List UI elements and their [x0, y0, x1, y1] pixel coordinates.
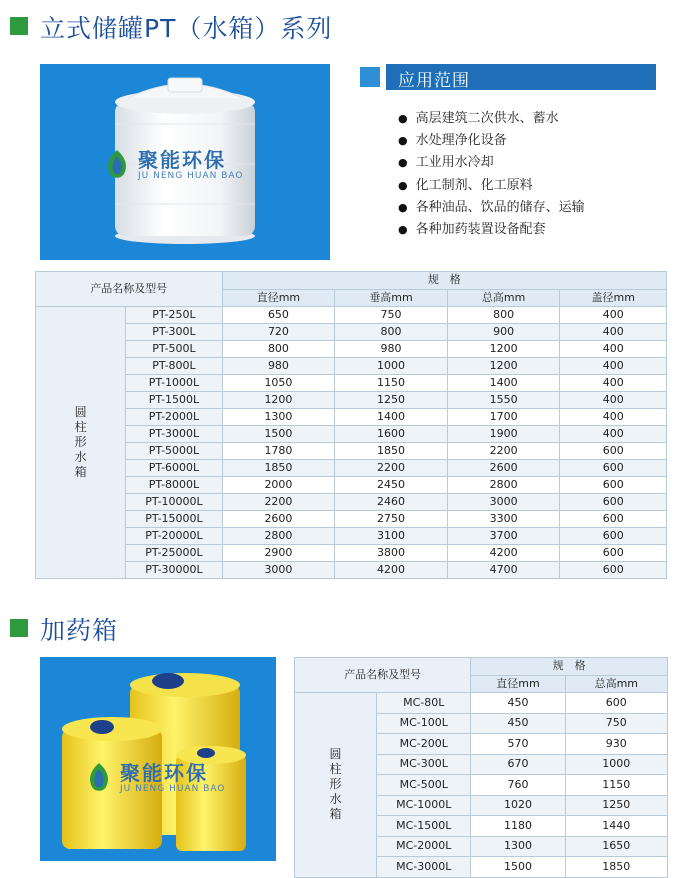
applications-title: 应用范围 [398, 71, 470, 91]
model-cell: PT-500L [126, 341, 222, 358]
value-cell: 1180 [471, 816, 565, 837]
value-cell: 600 [560, 477, 667, 494]
table-row [36, 392, 667, 409]
applications-header [360, 64, 656, 90]
value-cell: 400 [560, 324, 667, 341]
brand-name-en: JU NENG HUAN BAO [120, 783, 226, 794]
value-cell: 1020 [471, 795, 565, 816]
table-row [36, 562, 667, 579]
value-cell: 400 [560, 358, 667, 375]
value-cell: 600 [560, 460, 667, 477]
list-item: ● 化工制剂、化工原料 [398, 175, 585, 197]
value-cell: 2200 [222, 494, 335, 511]
col-header-height: 垂高mm [335, 289, 448, 307]
category-cell [36, 307, 126, 579]
list-item: ● 工业用水冷却 [398, 152, 585, 174]
header-accent-block [360, 67, 380, 87]
value-cell: 3000 [447, 494, 560, 511]
model-cell: PT-5000L [126, 443, 222, 460]
brand-logo [100, 148, 243, 182]
model-cell: PT-20000L [126, 528, 222, 545]
value-cell: 930 [565, 734, 667, 755]
brand-name-en: JU NENG HUAN BAO [138, 170, 244, 181]
value-cell: 400 [560, 375, 667, 392]
model-cell: MC-1500L [377, 816, 471, 837]
model-cell: PT-300L [126, 324, 222, 341]
list-item: ● 高层建筑二次供水、蓄水 [398, 108, 585, 130]
product-photo-mc-tank [40, 657, 276, 861]
table-row [36, 460, 667, 477]
mc-spec-table [294, 657, 668, 878]
value-cell: 760 [471, 775, 565, 796]
value-cell: 800 [222, 341, 335, 358]
yellow-tanks-image [40, 657, 276, 861]
table-row [36, 545, 667, 562]
value-cell: 800 [447, 307, 560, 324]
value-cell: 400 [560, 426, 667, 443]
model-cell: PT-3000L [126, 426, 222, 443]
brand-name-cn: 聚能环保 [138, 147, 226, 172]
value-cell: 450 [471, 713, 565, 734]
col-header-spec: 规 格 [222, 272, 666, 290]
table-row [295, 693, 668, 714]
table-row [36, 443, 667, 460]
col-header-product: 产品名称及型号 [295, 658, 471, 693]
value-cell: 400 [560, 307, 667, 324]
value-cell: 3100 [335, 528, 448, 545]
model-cell: MC-100L [377, 713, 471, 734]
applications-list [398, 108, 585, 241]
value-cell: 670 [471, 754, 565, 775]
value-cell: 3700 [447, 528, 560, 545]
value-cell: 1600 [335, 426, 448, 443]
value-cell: 400 [560, 409, 667, 426]
model-cell: MC-500L [377, 775, 471, 796]
value-cell: 400 [560, 392, 667, 409]
model-cell: MC-1000L [377, 795, 471, 816]
value-cell: 2800 [222, 528, 335, 545]
value-cell: 400 [560, 341, 667, 358]
col-header-diameter: 直径mm [471, 675, 565, 693]
model-cell: MC-2000L [377, 836, 471, 857]
value-cell: 2900 [222, 545, 335, 562]
value-cell: 1400 [447, 375, 560, 392]
value-cell: 2200 [447, 443, 560, 460]
value-cell: 2750 [335, 511, 448, 528]
col-header-lid-diameter: 盖径mm [560, 289, 667, 307]
value-cell: 1650 [565, 836, 667, 857]
value-cell: 1250 [565, 795, 667, 816]
value-cell: 3300 [447, 511, 560, 528]
product-photo-pt-tank [40, 64, 330, 260]
value-cell: 1850 [335, 443, 448, 460]
value-cell: 1200 [447, 341, 560, 358]
pt-spec-table [35, 271, 667, 579]
model-cell: PT-30000L [126, 562, 222, 579]
value-cell: 1200 [447, 358, 560, 375]
value-cell: 1440 [565, 816, 667, 837]
value-cell: 600 [560, 511, 667, 528]
model-cell: PT-25000L [126, 545, 222, 562]
table-row [36, 528, 667, 545]
value-cell: 1000 [335, 358, 448, 375]
list-item: ● 各种油品、饮品的储存、运输 [398, 197, 585, 219]
value-cell: 600 [560, 494, 667, 511]
value-cell: 4200 [335, 562, 448, 579]
value-cell: 600 [560, 545, 667, 562]
value-cell: 3800 [335, 545, 448, 562]
model-cell: MC-3000L [377, 857, 471, 878]
value-cell: 2200 [335, 460, 448, 477]
model-cell: PT-800L [126, 358, 222, 375]
value-cell: 2600 [222, 511, 335, 528]
table-row [36, 324, 667, 341]
value-cell: 1150 [335, 375, 448, 392]
table-row [36, 511, 667, 528]
value-cell: 2450 [335, 477, 448, 494]
section-marker-icon [10, 619, 28, 637]
model-cell: PT-2000L [126, 409, 222, 426]
category-label: 圆柱形水箱 [329, 747, 342, 822]
brand-logo-icon [82, 761, 116, 795]
value-cell: 2800 [447, 477, 560, 494]
brand-logo [82, 761, 225, 795]
value-cell: 1300 [222, 409, 335, 426]
col-header-diameter: 直径mm [222, 289, 335, 307]
model-cell: MC-200L [377, 734, 471, 755]
model-cell: PT-250L [126, 307, 222, 324]
value-cell: 720 [222, 324, 335, 341]
value-cell: 750 [565, 713, 667, 734]
model-cell: PT-10000L [126, 494, 222, 511]
table-row [36, 409, 667, 426]
model-cell: PT-1000L [126, 375, 222, 392]
col-header-total-height: 总高mm [447, 289, 560, 307]
list-item: ● 水处理净化设备 [398, 130, 585, 152]
value-cell: 1780 [222, 443, 335, 460]
value-cell: 2460 [335, 494, 448, 511]
table-row [36, 341, 667, 358]
brand-name-cn: 聚能环保 [120, 760, 208, 785]
value-cell: 2000 [222, 477, 335, 494]
model-cell: PT-6000L [126, 460, 222, 477]
category-label: 圆柱形水箱 [74, 405, 87, 479]
value-cell: 600 [560, 562, 667, 579]
value-cell: 1050 [222, 375, 335, 392]
table-row [36, 494, 667, 511]
value-cell: 2600 [447, 460, 560, 477]
value-cell: 600 [565, 693, 667, 714]
list-item: ● 各种加药装置设备配套 [398, 219, 585, 241]
value-cell: 650 [222, 307, 335, 324]
value-cell: 1850 [222, 460, 335, 477]
value-cell: 1250 [335, 392, 448, 409]
value-cell: 1900 [447, 426, 560, 443]
value-cell: 450 [471, 693, 565, 714]
table-row [36, 307, 667, 324]
category-cell [295, 693, 377, 878]
brand-logo-icon [100, 148, 134, 182]
col-header-total-height: 总高mm [565, 675, 667, 693]
value-cell: 600 [560, 443, 667, 460]
value-cell: 980 [335, 341, 448, 358]
value-cell: 1000 [565, 754, 667, 775]
value-cell: 4200 [447, 545, 560, 562]
value-cell: 800 [335, 324, 448, 341]
table-row [36, 358, 667, 375]
value-cell: 570 [471, 734, 565, 755]
table-row [36, 375, 667, 392]
value-cell: 600 [560, 528, 667, 545]
table-row [36, 477, 667, 494]
value-cell: 1400 [335, 409, 448, 426]
value-cell: 1150 [565, 775, 667, 796]
value-cell: 900 [447, 324, 560, 341]
value-cell: 1850 [565, 857, 667, 878]
col-header-spec: 规 格 [471, 658, 668, 676]
value-cell: 4700 [447, 562, 560, 579]
section1-title: 立式储罐PT（水箱）系列 [40, 14, 333, 43]
col-header-product: 产品名称及型号 [36, 272, 223, 307]
model-cell: PT-8000L [126, 477, 222, 494]
model-cell: MC-80L [377, 693, 471, 714]
value-cell: 1300 [471, 836, 565, 857]
model-cell: PT-1500L [126, 392, 222, 409]
section2-title: 加药箱 [40, 616, 119, 645]
value-cell: 1200 [222, 392, 335, 409]
value-cell: 980 [222, 358, 335, 375]
table-row [36, 426, 667, 443]
value-cell: 750 [335, 307, 448, 324]
value-cell: 1700 [447, 409, 560, 426]
value-cell: 3000 [222, 562, 335, 579]
model-cell: PT-15000L [126, 511, 222, 528]
value-cell: 1500 [222, 426, 335, 443]
value-cell: 1550 [447, 392, 560, 409]
value-cell: 1500 [471, 857, 565, 878]
section-marker-icon [10, 17, 28, 35]
model-cell: MC-300L [377, 754, 471, 775]
